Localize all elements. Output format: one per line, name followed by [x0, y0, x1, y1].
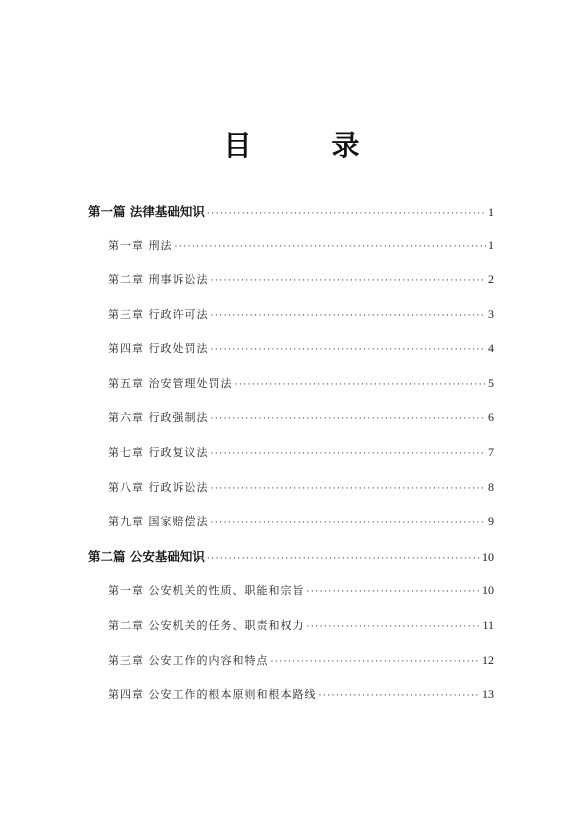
toc-entry-chapter[interactable]	[108, 409, 494, 429]
toc-entry-label: 第九章 国家赔偿法	[108, 515, 209, 528]
toc-entry-part[interactable]	[88, 202, 494, 222]
toc-entry-label: 第一章 公安机关的性质、职能和宗旨	[108, 584, 305, 597]
toc-entry-label: 第二章 刑事诉讼法	[108, 273, 209, 286]
dot-leader	[271, 657, 481, 667]
toc-page-number: 6	[488, 410, 494, 424]
toc-page-number: 7	[488, 445, 494, 459]
toc-page-number: 12	[482, 653, 494, 667]
toc-page-number: 9	[488, 514, 494, 528]
dot-leader	[211, 311, 487, 321]
toc-title: 目 录	[223, 129, 386, 162]
dot-leader	[211, 449, 487, 459]
dot-leader	[211, 484, 487, 494]
toc-page-number: 13	[482, 687, 494, 701]
toc-entry-label: 第三章 行政许可法	[108, 308, 209, 321]
dot-leader	[211, 276, 487, 286]
dot-leader	[235, 380, 487, 390]
toc-entry-label: 第三章 公安工作的内容和特点	[108, 654, 269, 667]
toc-entry-label: 第四章 公安工作的根本原则和根本路线	[108, 688, 317, 701]
dot-leader	[207, 209, 486, 219]
dot-leader	[207, 554, 480, 564]
toc-entry-chapter[interactable]	[108, 375, 494, 395]
dot-leader	[319, 691, 481, 701]
toc-page-number: 10	[482, 583, 494, 597]
toc-page-number: 3	[488, 307, 494, 321]
toc-page-number: 8	[488, 480, 494, 494]
toc-entry-label: 第四章 行政处罚法	[108, 342, 209, 355]
toc-page-number: 1	[488, 205, 494, 219]
dot-leader	[211, 414, 487, 424]
toc-entry-chapter[interactable]	[108, 306, 494, 326]
dot-leader	[307, 622, 481, 632]
dot-leader	[211, 345, 487, 355]
toc-entry-label: 第八章 行政诉讼法	[108, 481, 209, 494]
toc-entry-chapter[interactable]	[108, 479, 494, 499]
toc-entry-chapter[interactable]	[108, 652, 494, 672]
toc-entry-chapter[interactable]	[108, 340, 494, 360]
toc-entry-chapter[interactable]	[108, 237, 494, 257]
toc-page-number: 4	[488, 341, 494, 355]
toc-page-number: 2	[488, 272, 494, 286]
toc-page-number: 10	[482, 550, 494, 564]
toc-entry-label: 第五章 治安管理处罚法	[108, 377, 233, 390]
toc-entry-chapter[interactable]	[108, 513, 494, 533]
toc-entry-label: 第一篇 法律基础知识	[88, 204, 205, 219]
dot-leader	[211, 518, 487, 528]
toc-entry-chapter[interactable]	[108, 271, 494, 291]
toc-entry-chapter[interactable]	[108, 444, 494, 464]
toc-entry-part[interactable]	[88, 547, 494, 567]
dot-leader	[175, 242, 487, 252]
toc-page-number: 1	[488, 238, 494, 252]
toc-entry-label: 第六章 行政强制法	[108, 411, 209, 424]
toc-entry-chapter[interactable]	[108, 686, 494, 706]
toc-entry-label: 第一章 刑法	[108, 239, 173, 252]
toc-entry-label: 第二篇 公安基础知识	[88, 549, 205, 564]
toc-entry-label: 第七章 行政复议法	[108, 446, 209, 459]
toc-entry-chapter[interactable]	[108, 617, 494, 637]
toc-page-number: 11	[482, 618, 494, 632]
toc-page-number: 5	[488, 376, 494, 390]
dot-leader	[307, 587, 481, 597]
toc-entry-label: 第二章 公安机关的任务、职责和权力	[108, 619, 305, 632]
toc-entry-chapter[interactable]	[108, 582, 494, 602]
